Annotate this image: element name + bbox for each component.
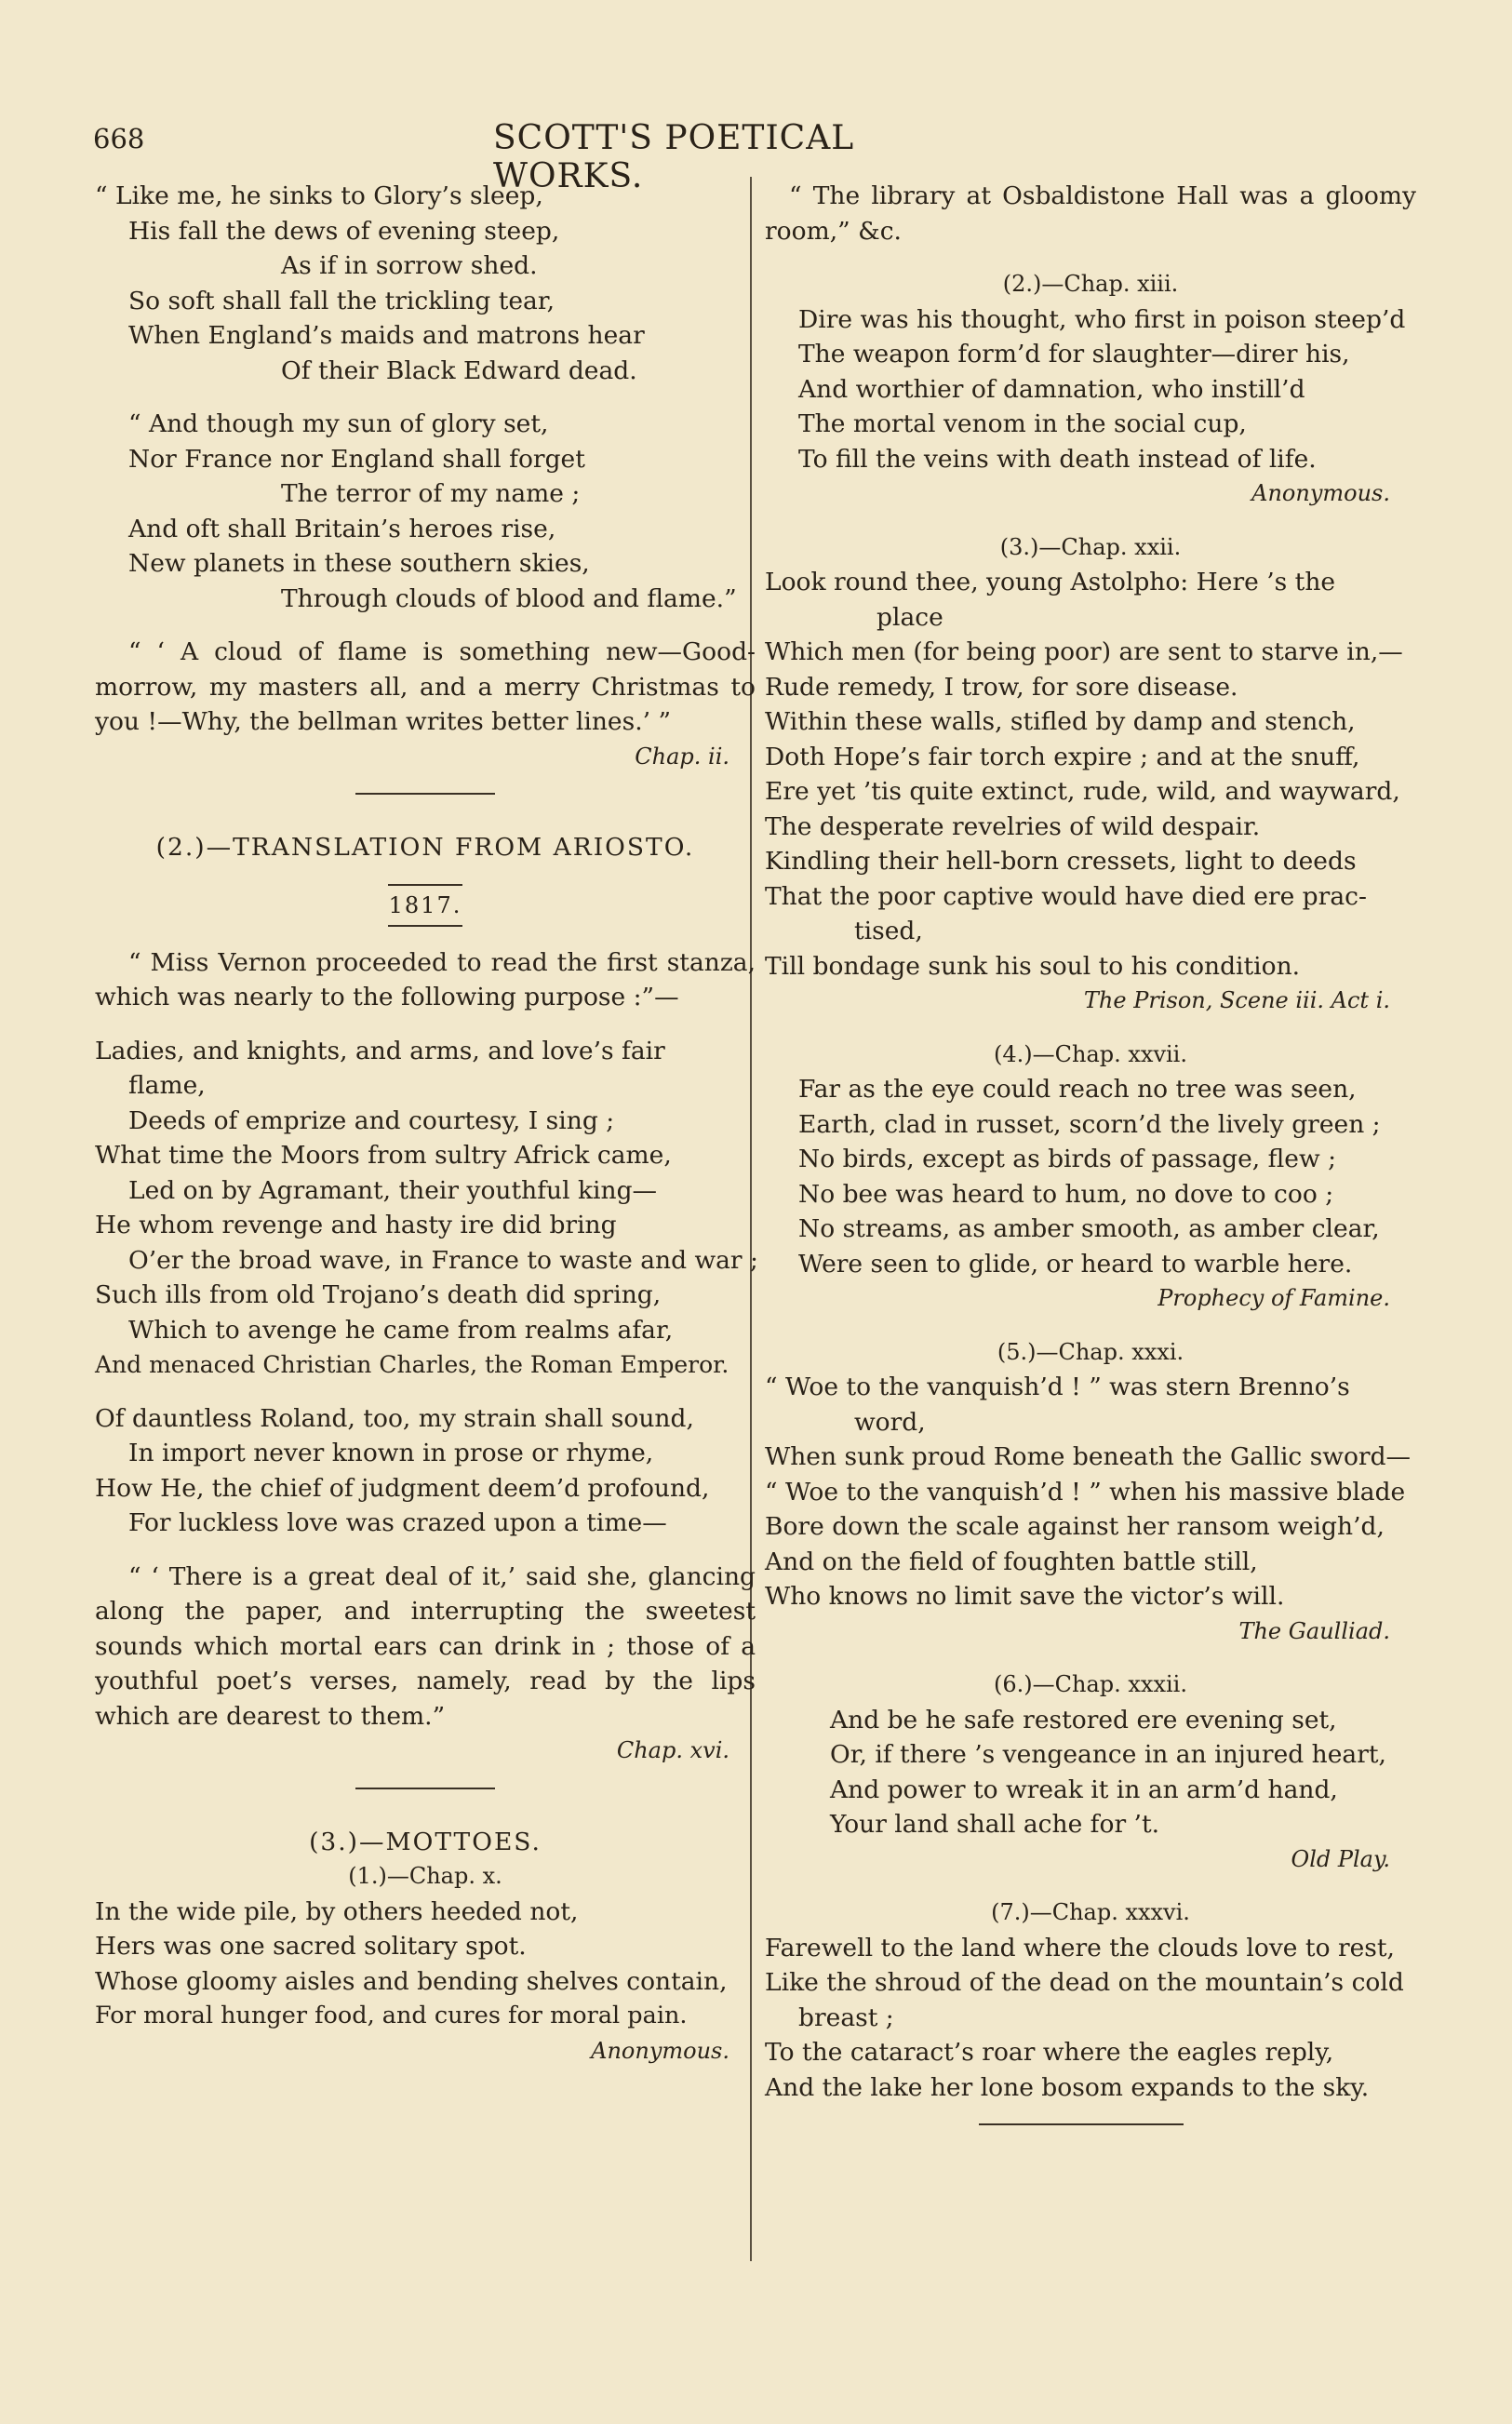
- verse-line: That the poor captive would have died ere prac-: [765, 881, 1367, 911]
- end-rule: [979, 2123, 1184, 2125]
- verse-line: The desperate revelries of wild despair.: [765, 811, 1261, 841]
- verse-line: Of their Black Edward dead.: [281, 355, 637, 385]
- verse-line: The mortal venom in the social cup,: [798, 409, 1247, 438]
- verse-line: No bee was heard to hum, no dove to coo ;: [798, 1179, 1334, 1209]
- verse-line: Far as the eye could reach no tree was seen,: [798, 1075, 1357, 1104]
- verse-line: Kindling their hell-born cressets, light to deeds: [765, 847, 1357, 876]
- verse-line: And be he safe restored ere evening set,: [830, 1705, 1337, 1734]
- right-column: [765, 179, 1416, 2125]
- chapter-heading: (3.)—Chap. xxii.: [999, 533, 1182, 560]
- verse-line: Nor France nor England shall forget: [128, 444, 585, 474]
- verse-line: His fall the dews of evening steep,: [128, 216, 560, 246]
- verse-line: “ Woe to the vanquish’d ! ” was stern Brenno’s: [765, 1373, 1350, 1401]
- citation: The Gaulliad.: [1238, 1617, 1390, 1644]
- verse-line: And power to wreak it in an arm’d hand,: [830, 1774, 1338, 1804]
- verse-line: Doth Hope’s fair torch expire ; and at the snuff,: [765, 742, 1360, 771]
- chapter-heading: (4.)—Chap. xxvii.: [994, 1040, 1187, 1067]
- verse-line: word,: [854, 1407, 926, 1437]
- verse-line: What time the Moors from sultry Africk came,: [95, 1141, 672, 1170]
- verse-line: Of dauntless Roland, too, my strain shall sound,: [95, 1403, 694, 1433]
- verse-line: Like the shroud of the dead on the mountain’s cold: [765, 1968, 1404, 1997]
- verse-line: breast ;: [798, 2002, 894, 2032]
- verse-line: No birds, except as birds of passage, flew ;: [798, 1145, 1337, 1173]
- verse-line: New planets in these southern skies,: [128, 549, 590, 578]
- verse-line: For luckless love was crazed upon a time—: [128, 1508, 667, 1537]
- verse-line: Rude remedy, I trow, for sore disease.: [765, 672, 1238, 702]
- verse-line: And the lake her lone bosom expands to the sky.: [765, 2072, 1370, 2102]
- verse-line: Who knows no limit save the victor’s will.: [765, 1582, 1285, 1611]
- verse-line: “ Woe to the vanquish’d ! ” when his massive blade: [765, 1477, 1406, 1507]
- verse-line: And oft shall Britain’s heroes rise,: [128, 514, 556, 543]
- verse-line: Hers was one sacred solitary spot.: [95, 1932, 527, 1961]
- verse-line: Such ills from old Trojano’s death did spring,: [95, 1280, 662, 1309]
- chapter-heading: (6.)—Chap. xxxii.: [994, 1671, 1187, 1697]
- verse-line: Look round thee, young Astolpho: Here ’s the: [765, 568, 1336, 596]
- year: 1817.: [388, 891, 462, 918]
- verse-line: To fill the veins with death instead of life.: [798, 444, 1317, 474]
- verse-line: Dire was his thought, who first in poison steep’d: [798, 304, 1406, 334]
- verse-line: Through clouds of blood and flame.”: [281, 583, 737, 613]
- verse-line: place: [876, 602, 943, 632]
- verse-line: Earth, clad in russet, scorn’d the lively green ;: [798, 1109, 1381, 1139]
- verse-line: He whom revenge and hasty ire did bring: [95, 1211, 617, 1239]
- chapter-heading: (2.)—Chap. xiii.: [1002, 271, 1179, 297]
- verse-line: The terror of my name ;: [281, 479, 581, 508]
- prose-paragraph: “ ‘ A cloud of flame is something new—Good-morrow, my masters all, and a merry Christmas to you !—Why, the bellman writes better lines.’ ”: [95, 637, 756, 736]
- verse-line: Ladies, and knights, and arms, and love’s fair: [95, 1036, 665, 1065]
- verse-line: As if in sorrow shed.: [281, 251, 538, 280]
- verse-line: Within these walls, stifled by damp and stench,: [765, 707, 1356, 736]
- verse-line: When England’s maids and matrons hear: [128, 321, 645, 350]
- citation: Anonymous.: [591, 2037, 729, 2064]
- running-title: SCOTT'S POETICAL WORKS.: [493, 119, 855, 195]
- verse-line: Whose gloomy aisles and bending shelves contain,: [95, 1966, 728, 1996]
- verse-line: Bore down the scale against her ransom weigh’d,: [765, 1512, 1385, 1541]
- verse-line: Were seen to glide, or heard to warble here.: [798, 1249, 1353, 1279]
- citation: Anonymous.: [1251, 480, 1390, 506]
- citation: Chap. xvi.: [616, 1737, 729, 1763]
- left-column: [95, 179, 756, 2069]
- verse-line: In import never known in prose or rhyme,: [128, 1439, 654, 1467]
- section-heading: (2.)—TRANSLATION FROM ARIOSTO.: [155, 833, 695, 862]
- verse-line: And on the field of foughten battle still,: [765, 1547, 1258, 1576]
- page-header: [93, 119, 1014, 195]
- verse-line: For moral hunger food, and cures for moral pain.: [95, 2002, 688, 2029]
- verse-line: To the cataract’s roar where the eagles reply,: [765, 2038, 1334, 2067]
- verse-line: So soft shall fall the trickling tear,: [128, 286, 555, 315]
- verse-line: Farewell to the land where the clouds love to rest,: [765, 1933, 1395, 1962]
- section-heading: (3.)—MOTTOES.: [309, 1827, 542, 1856]
- verse-line: “ And though my sun of glory set,: [128, 409, 549, 438]
- verse-line: The weapon form’d for slaughter—direr his,: [798, 340, 1350, 368]
- verse-line: No streams, as amber smooth, as amber clear,: [798, 1214, 1380, 1243]
- prose-paragraph: “ The library at Osbaldistone Hall was a gloomy room,” &c.: [765, 181, 1416, 246]
- verse-line: O’er the broad wave, in France to waste and war ;: [128, 1245, 758, 1275]
- verse-line: Or, if there ’s vengeance in an injured heart,: [830, 1740, 1386, 1769]
- verse-line: And menaced Christian Charles, the Roman Emperor.: [95, 1351, 729, 1378]
- verse-line: When sunk proud Rome beneath the Gallic sword—: [765, 1442, 1412, 1471]
- verse-line: Led on by Agramant, their youthful king—: [128, 1175, 658, 1205]
- prose-paragraph: “ Miss Vernon proceeded to read the first stanza, which was nearly to the following purpose :”—: [95, 947, 756, 1011]
- verse-line: How He, the chief of judgment deem’d profound,: [95, 1473, 710, 1503]
- verse-line: Till bondage sunk his soul to his condition.: [765, 951, 1301, 981]
- citation: The Prison, Scene iii. Act i.: [1083, 987, 1390, 1013]
- chapter-heading: (1.)—Chap. x.: [348, 1863, 502, 1889]
- verse-line: Your land shall ache for ’t.: [830, 1810, 1160, 1839]
- verse-line: tised,: [854, 917, 923, 945]
- verse-line: In the wide pile, by others heeded not,: [95, 1896, 579, 1926]
- verse-line: And worthier of damnation, who instill’d: [798, 374, 1305, 404]
- verse-line: Deeds of emprize and courtesy, I sing ;: [128, 1105, 615, 1135]
- prose-paragraph: “ ‘ There is a great deal of it,’ said she, glancing along the paper, and interrupting the sweetest sounds which mortal ears can drink in ; those of a youthful poet’s verses, namely, read by the lips which are dearest to them.”: [95, 1561, 756, 1731]
- page-number: 668: [93, 123, 145, 154]
- citation: Old Play.: [1291, 1845, 1390, 1872]
- citation: Chap. ii.: [635, 743, 729, 770]
- verse-line: flame,: [128, 1071, 206, 1100]
- chapter-heading: (7.)—Chap. xxxvi.: [991, 1899, 1190, 1925]
- verse-line: Ere yet ’tis quite extinct, rude, wild, and wayward,: [765, 777, 1400, 806]
- verse-line: “ Like me, he sinks to Glory’s sleep,: [95, 181, 543, 210]
- chapter-heading: (5.)—Chap. xxxi.: [997, 1338, 1184, 1365]
- citation: Prophecy of Famine.: [1157, 1285, 1390, 1311]
- verse-line: Which to avenge he came from realms afar,: [128, 1315, 674, 1345]
- verse-line: Which men (for being poor) are sent to starve in,—: [765, 637, 1403, 666]
